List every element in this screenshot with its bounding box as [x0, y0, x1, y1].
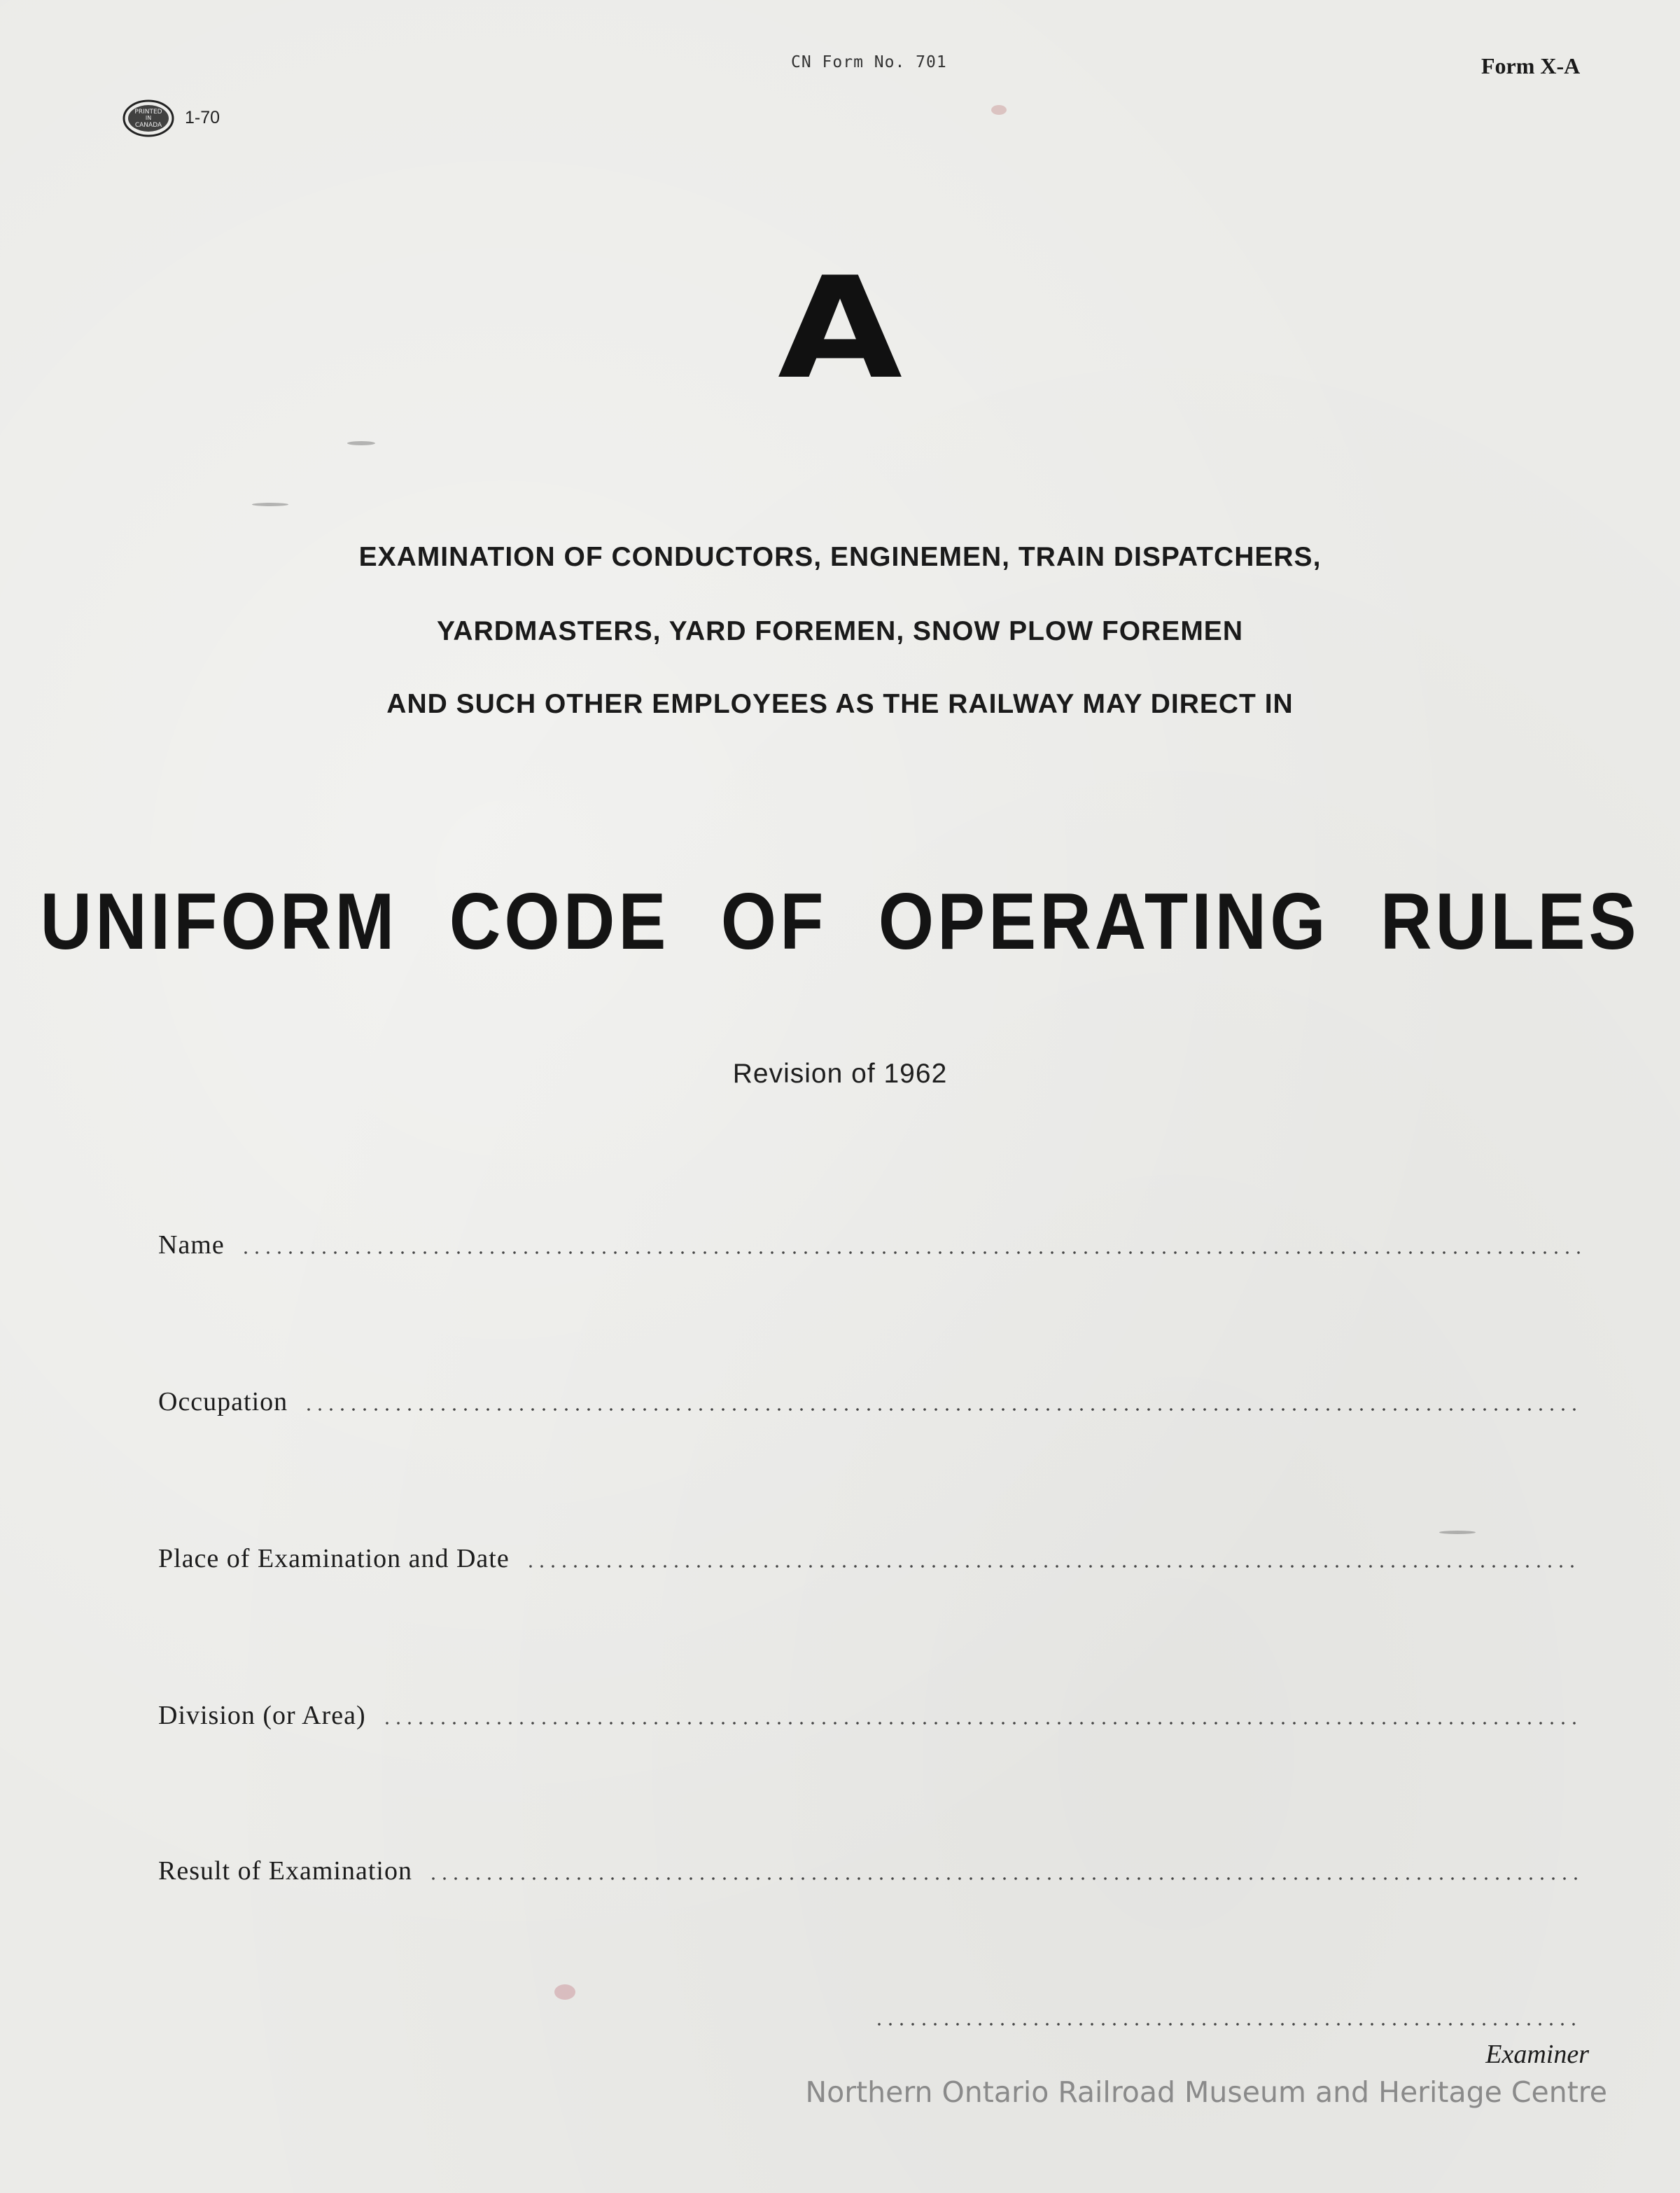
name-dotted-line[interactable] — [240, 1251, 1581, 1255]
result-label: Result of Examination — [158, 1856, 412, 1886]
occupation-dotted-line[interactable] — [303, 1407, 1581, 1412]
occupation-field[interactable] — [158, 1375, 1581, 1417]
paper-stain — [554, 1984, 575, 2000]
place-date-dotted-line[interactable] — [525, 1564, 1581, 1568]
name-field[interactable] — [158, 1218, 1581, 1260]
exam-line-3: AND SUCH OTHER EMPLOYEES AS THE RAILWAY MAY DIRECT IN — [386, 689, 1294, 719]
svg-text:IN: IN — [145, 115, 152, 121]
examiner-signature-line[interactable] — [874, 2022, 1581, 2026]
document-title: UNIFORM CODE OF OPERATING RULES — [40, 877, 1640, 966]
paper-mark — [347, 441, 375, 445]
result-dotted-line[interactable] — [428, 1877, 1581, 1881]
svg-text:PRINTED: PRINTED — [134, 109, 162, 116]
occupation-label: Occupation — [158, 1387, 288, 1416]
revision-note: Revision of 1962 — [732, 1059, 948, 1089]
svg-text:CANADA: CANADA — [134, 122, 162, 129]
exam-line-2: YARDMASTERS, YARD FOREMEN, SNOW PLOW FOREMEN — [437, 616, 1243, 646]
name-label: Name — [158, 1230, 225, 1260]
form-number: CN Form No. 701 — [791, 53, 947, 71]
museum-watermark: Northern Ontario Railroad Museum and Heritage Centre — [805, 2075, 1607, 2109]
place-date-field[interactable] — [158, 1532, 1581, 1574]
paper-mark — [252, 503, 288, 506]
place-date-label: Place of Examination and Date — [158, 1544, 510, 1573]
division-field[interactable] — [158, 1689, 1581, 1731]
paper-stain — [991, 105, 1007, 115]
paper-mark — [1439, 1531, 1476, 1534]
print-date: 1-70 — [185, 108, 220, 127]
exam-letter: A — [777, 247, 902, 410]
form-code: Form X-A — [1481, 53, 1581, 78]
exam-line-1: EXAMINATION OF CONDUCTORS, ENGINEMEN, TRAIN DISPATCHERS, — [358, 542, 1322, 572]
division-dotted-line[interactable] — [382, 1721, 1581, 1725]
result-field[interactable] — [158, 1844, 1581, 1886]
printed-in-canada-seal-icon — [122, 98, 175, 139]
examiner-label: Examiner — [1485, 2040, 1589, 2069]
division-label: Division (or Area) — [158, 1701, 366, 1730]
